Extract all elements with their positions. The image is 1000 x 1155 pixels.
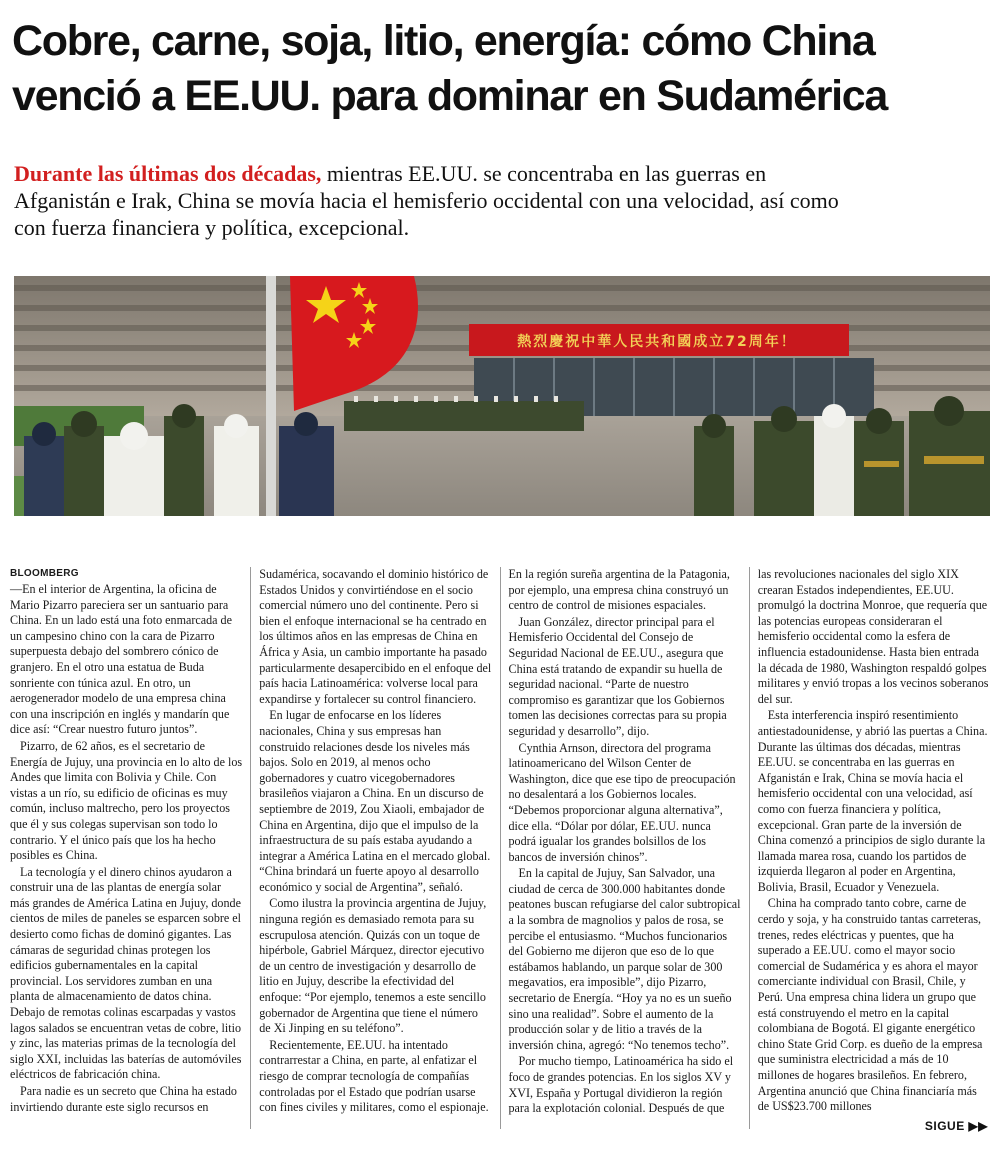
paragraph: Cynthia Arnson, directora del programa latinoamericano del Wilson Center de Washington, dice que ese tipo de preocupación no desalentará a los Gobiernos locales. “Debemos proporcionar alguna alternativa”, dice ella. “Dólar por dólar, EE.UU. nunca podrá igualar los grandes bolsillos de los bancos de inversión chinos”.	[508, 740, 736, 864]
article-lead	[14, 160, 854, 241]
paragraph: En la capital de Jujuy, San Salvador, una ciudad de cerca de 300.000 habitantes donde peatones buscan refugiarse del calor subtropical a la sombra de magnolios y palos de rosa, se percibe el entusiasmo. “Muchos funcionarios del Gobierno me dijeron que eso de lo que estábamos hablando, un parque solar de 300 megavatios, era imposible”, dijo Pizarro, secretario de Energía. “Hoy ya no es un sueño sino una realidad”. Sobre el aumento de la producción solar y de litio a través de la inversión china, agregó: “No tenemos techo”.	[508, 866, 741, 1052]
flag-raising-ceremony-illustration	[14, 276, 990, 516]
lead-highlight: Durante las últimas dos décadas,	[14, 161, 322, 186]
paragraph: Para nadie es un secreto que China ha estado invirtiendo durante este siglo recursos en Sudamérica, socavando el dominio histórico de Estados Unidos y convirtiéndose en el socio comercial número uno del continente. Pero si bien el enfoque internacional se ha centrado en los últimos años en las empresas de China en África y Asia, un cambio importante ha pasado particularmente desapercibido en el enfoque del país hacia Latinoamérica: volverse local para expandirse y fortalecer su control financiero.	[10, 567, 492, 1114]
paragraph: —En el interior de Argentina, la oficina de Mario Pizarro pareciera ser un santuario para China. En un lado está una foto enmarcada de un campesino chino con la cara de Pizarro superpuesta debajo del sombrero cónico de granjero. En el otro una estatua de Buda sonriente con túnica azul. En otro, un aerogenerador modelo de una empresa china con una inscripción en inglés y mandarín que dice así: “Crear nuestro futuro juntos”.	[10, 582, 232, 737]
paragraph: En lugar de enfocarse en los líderes nacionales, China y sus empresas han construido relaciones desde los niveles más bajos. Solo en 2019, al menos ocho gobernadores y cuatro vicegobernadores brasileños viajaron a China. En un discurso de septiembre de 2019, Zou Xiaoli, embajador de China en Argentina, dijo que el impulso de la infraestructura de su país estaba ayudando a integrar a América Latina en el mercado global. “China brindará un fuerte apoyo al desarrollo económico y social de Argentina”, señaló.	[259, 708, 491, 894]
paragraph: Esta interferencia inspiró resentimiento antiestadounidense, y abrió las puertas a China. Durante las últimas dos décadas, mientras EE.UU. se concentraba en las guerras en Afganistán e Irak, China se movía hacia el hemisferio occidental con una velocidad, así como con fuerza financiera y política, excepcional. Gran parte de la inversión de China comenzó a principios de siglo durante la llamada marea rosa, cuando los partidos de izquierda llegaron al poder en Argentina, Bolivia, Brasil, Ecuador y Venezuela.	[757, 708, 988, 894]
paragraph: La tecnología y el dinero chinos ayudaron a construir una de las plantas de energía solar más grandes de América Latina en Jujuy, donde cientos de miles de paneles se esparcen sobre el desierto como fichas de dominó gigantes. Las cámaras de seguridad chinas protegen los edificios gubernamentales en la capital provincial. Los servidores zumban en una planta de almacenamiento de datos china. Debajo de remotas colinas escarpadas y vastos lagos salados se encuentran vetas de cobre, litio y zinc, las materias primas de la tecnología del siglo XXI, incluidas las baterías de automóviles eléctricos de fabricación china.	[10, 864, 242, 1082]
paragraph: Por mucho tiempo, Latinoamérica ha sido el foco de grandes potencias. En los siglos XV y XVI, España y Portugal dividieron la región para la explotación colonial. Después de que las revoluciones nacionales del siglo XIX crearan Estados independientes, EE.UU. promulgó la doctrina Monroe, que requería que las potencias europeas consideraran el hemisferio occidental como la esfera de influencia estadounidense. Hasta bien entrada la década de 1980, Washington respaldó golpes militares y envió tropas a los vecinos soberanos del sur.	[508, 567, 989, 1116]
paragraph: Recientemente, EE.UU. ha intentado contrarrestar a China, en parte, al enfatizar el riesgo de comprar tecnología de compañías controladas por el Estado que podrían usarse con fines civiles y militares, como el espionaje. En la región sureña argentina de la Patagonia, por ejemplo, una empresa china construyó un centro de control de misiones espaciales.	[259, 567, 730, 1115]
paragraph: Juan González, director principal para el Hemisferio Occidental del Consejo de Seguridad Nacional de EE.UU., asegura que China está tratando de expandir su huella de seguridad nacional. “Parte de nuestro compromiso es garantizar que los Gobiernos tomen las decisiones correctas para su propia seguridad y desarrollo”, dijo.	[508, 614, 727, 738]
continue-label: SIGUE ▶▶	[924, 1119, 988, 1133]
article-body	[10, 567, 990, 1129]
byline: BLOOMBERG	[10, 568, 79, 579]
paragraph: Como ilustra la provincia argentina de Jujuy, ninguna región es demasiado remota para su escrupulosa atención. Quizás con un toque de hipérbole, Gabriel Márquez, director ejecutivo de un centro de investigación y desarrollo de litio en Jujuy, describe la efectividad del enfoque: “Por ejemplo, tenemos a este sencillo gobernador de Argentina que tiene el número de Xi Jinping en su teléfono”.	[259, 896, 487, 1036]
paragraph: China ha comprado tanto cobre, carne de cerdo y soja, y ha construido tantas carreteras, trenes, redes eléctricas y puentes, que ha superado a EE.UU. como el mayor socio comercial de Sudamérica y es ahora el mayor comerciante individual con Brasil, Chile, y Perú. Una empresa china lidera un grupo que está construyendo el metro en la capital colombiana de Bogotá. El gigante energético chino State Grid Corp. es dueño de la empresa que suministra electricidad a más de 10 millones de hogares brasileños. En febrero, Argentina anunció que China financiaría más de US$23.700 millones	[757, 896, 983, 1114]
article-headline: Cobre, carne, soja, litio, energía: cómo China venció a EE.UU. para dominar en Sudamérica	[12, 17, 888, 120]
lead-text: mientras EE.UU. se concentraba en las guerras en Afganistán e Irak, China se movía hacia el hemisferio occidental con una velocidad, así como con fuerza financiera y política, excepcional.	[14, 161, 839, 240]
photo-banner-text: 熱烈慶祝中華人民共和國成立72周年！	[517, 334, 797, 350]
article-photo	[14, 276, 990, 516]
paragraph: Pizarro, de 62 años, es el secretario de Energía de Jujuy, una provincia en lo alto de los Andes que limita con Bolivia y Chile. Con vistas a un río, su edificio de oficinas es muy común, incluso maltrecho, pero los proyectos que él y sus colegas supervisan son todo lo contrario. Y el único país que los ha hecho posibles es China.	[10, 738, 243, 863]
